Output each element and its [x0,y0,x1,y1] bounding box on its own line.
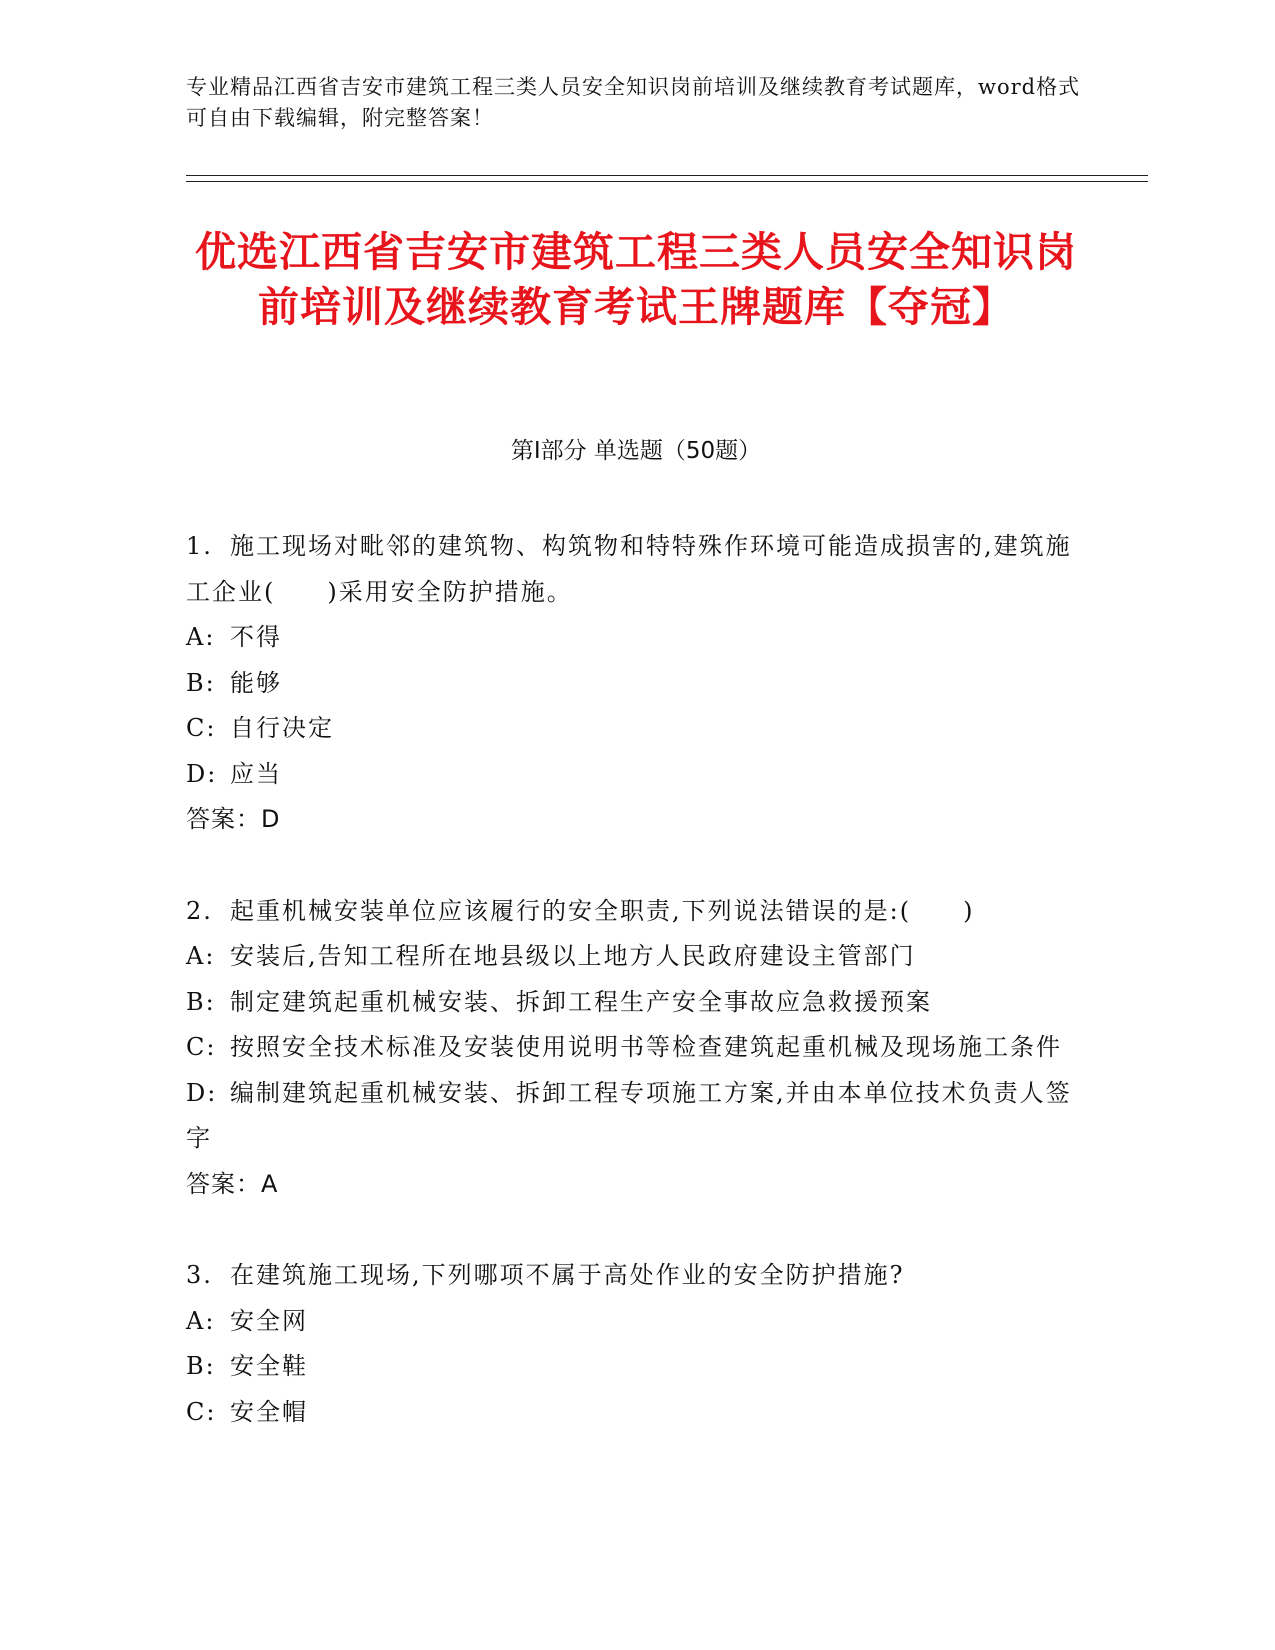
option-d [186,1071,1076,1162]
question-stem [186,524,1076,615]
option-key: C: [186,714,217,742]
option-d [186,752,1076,798]
question-number: 3. [186,1261,213,1289]
question-text: 起重机械安装单位应该履行的安全职责,下列说法错误的是:( ) [230,896,975,925]
answer-line: 答案：D [186,805,281,833]
header-rule-bottom [186,181,1148,182]
section-heading: 第Ⅰ部分 单选题（50题） [510,438,762,464]
option-text: 编制建筑起重机械安装、拆卸工程专项施工方案,并由本单位技术负责人签字 [186,1078,1072,1152]
header-rule-top [186,175,1148,176]
option-key: C: [186,1397,217,1426]
option-text: 安全鞋 [230,1352,308,1380]
option-key: D: [186,1078,218,1107]
option-b [186,1344,1076,1390]
option-text: 安全网 [230,1306,308,1335]
option-b [186,661,1076,707]
option-text: 按照安全技术标准及安装使用说明书等检查建筑起重机械及现场施工条件 [230,1033,1062,1061]
question-2 [186,889,1076,1208]
answer-line: 答案：A [186,1169,279,1198]
question-number: 1. [186,532,213,560]
option-b [186,980,1076,1026]
option-a [186,1299,1076,1345]
option-key: D: [186,759,218,788]
question-text: 在建筑施工现场,下列哪项不属于高处作业的安全防护措施? [230,1261,905,1289]
option-text: 安装后,告知工程所在地县级以上地方人民政府建设主管部门 [230,942,916,970]
option-key: C: [186,1033,217,1061]
option-text: 制定建筑起重机械安装、拆卸工程生产安全事故应急救援预案 [230,987,932,1016]
option-key: B: [186,987,216,1016]
header-note: 专业精品江西省吉安市建筑工程三类人员安全知识岗前培训及继续教育考试题库，word格式可自由下载编辑，附完整答案！ [186,75,1081,130]
option-text: 应当 [230,759,282,788]
option-c [186,1025,1076,1071]
document-title: 优选江西省吉安市建筑工程三类人员安全知识岗前培训及继续教育考试王牌题库【夺冠】 [195,228,1077,331]
question-list [186,524,1076,1481]
option-text: 不得 [230,623,282,651]
option-c [186,1390,1076,1436]
option-a [186,934,1076,980]
option-key: A: [186,942,216,970]
option-key: A: [186,623,216,651]
question-stem [186,1253,1076,1299]
question-1 [186,524,1076,843]
question-3 [186,1253,1076,1435]
option-text: 安全帽 [230,1397,308,1426]
option-a [186,615,1076,661]
option-key: B: [186,668,216,697]
question-stem [186,889,1076,935]
option-c [186,706,1076,752]
option-key: A: [186,1306,216,1335]
question-number: 2. [186,896,213,925]
question-text: 施工现场对毗邻的建筑物、构筑物和特特殊作环境可能造成损害的,建筑施工企业( )采用安全防护措施。 [186,532,1072,606]
option-text: 自行决定 [230,714,334,742]
option-key: B: [186,1352,216,1380]
option-text: 能够 [230,668,282,697]
